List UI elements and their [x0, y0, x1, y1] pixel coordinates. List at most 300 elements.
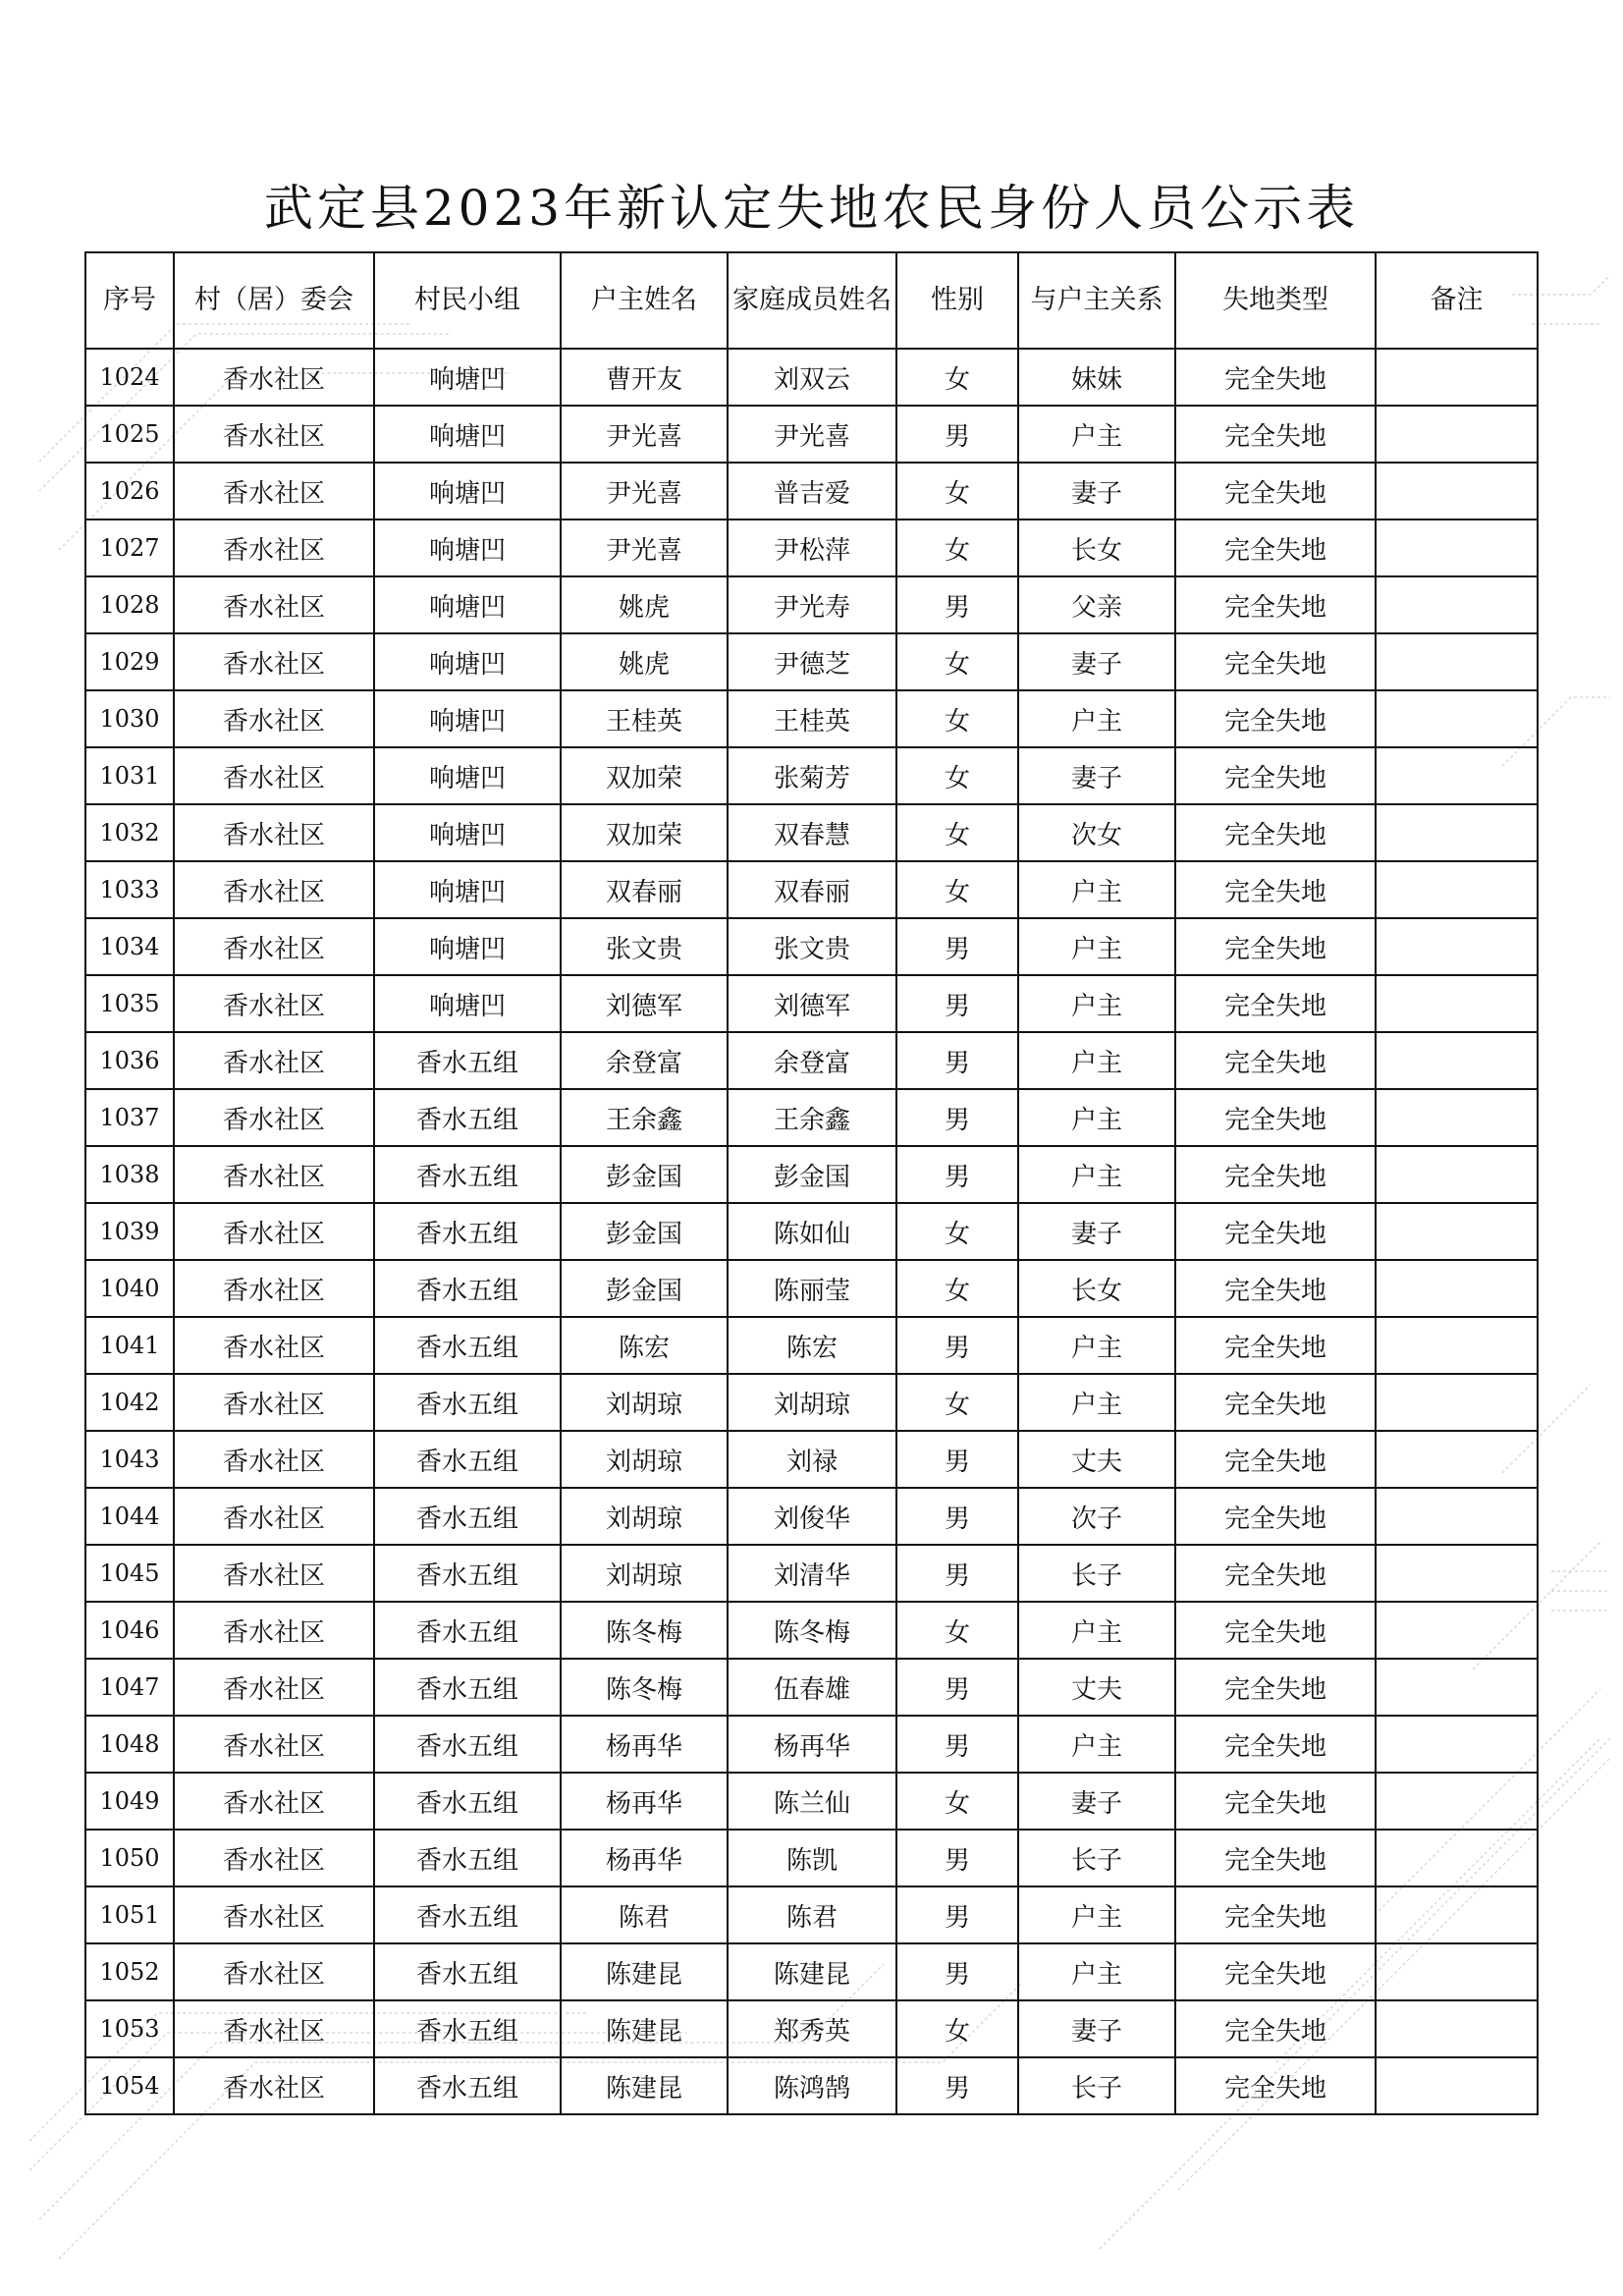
cell-head: 陈冬梅	[561, 1602, 728, 1659]
header-group: 村民小组	[374, 252, 561, 349]
table-row	[85, 975, 1538, 1032]
cell-note	[1376, 1089, 1538, 1146]
cell-committee: 香水社区	[174, 1032, 374, 1089]
cell-committee: 香水社区	[174, 804, 374, 861]
cell-member: 刘禄	[728, 1431, 896, 1488]
cell-group: 香水五组	[374, 2000, 561, 2057]
cell-gender: 女	[896, 804, 1018, 861]
cell-type: 完全失地	[1175, 633, 1376, 690]
header-member: 家庭成员姓名	[728, 252, 896, 349]
cell-note	[1376, 1431, 1538, 1488]
table-row	[85, 1146, 1538, 1203]
cell-relation: 妻子	[1018, 633, 1175, 690]
table-row	[85, 1488, 1538, 1545]
cell-relation: 户主	[1018, 1089, 1175, 1146]
cell-type: 完全失地	[1175, 804, 1376, 861]
cell-gender: 女	[896, 463, 1018, 519]
cell-group: 香水五组	[374, 1830, 561, 1886]
table-row	[85, 918, 1538, 975]
cell-head: 姚虎	[561, 633, 728, 690]
cell-gender: 男	[896, 1545, 1018, 1602]
cell-type: 完全失地	[1175, 918, 1376, 975]
cell-committee: 香水社区	[174, 1830, 374, 1886]
cell-group: 响塘凹	[374, 576, 561, 633]
cell-relation: 户主	[1018, 1032, 1175, 1089]
cell-member: 刘德军	[728, 975, 896, 1032]
table-row	[85, 861, 1538, 918]
cell-gender: 男	[896, 1431, 1018, 1488]
cell-seq: 1030	[85, 690, 174, 747]
cell-note	[1376, 519, 1538, 576]
cell-head: 陈宏	[561, 1317, 728, 1374]
cell-gender: 男	[896, 1943, 1018, 2000]
cell-seq: 1033	[85, 861, 174, 918]
cell-type: 完全失地	[1175, 1431, 1376, 1488]
cell-member: 杨再华	[728, 1716, 896, 1773]
cell-seq: 1032	[85, 804, 174, 861]
cell-head: 陈君	[561, 1886, 728, 1943]
table-row	[85, 1431, 1538, 1488]
cell-relation: 长子	[1018, 2057, 1175, 2114]
cell-type: 完全失地	[1175, 1089, 1376, 1146]
cell-gender: 女	[896, 1602, 1018, 1659]
cell-member: 张文贵	[728, 918, 896, 975]
table-row	[85, 463, 1538, 519]
cell-member: 尹光喜	[728, 406, 896, 463]
cell-head: 尹光喜	[561, 519, 728, 576]
cell-seq: 1041	[85, 1317, 174, 1374]
cell-seq: 1037	[85, 1089, 174, 1146]
cell-head: 杨再华	[561, 1716, 728, 1773]
cell-group: 香水五组	[374, 2057, 561, 2114]
cell-seq: 1045	[85, 1545, 174, 1602]
cell-seq: 1024	[85, 349, 174, 406]
cell-committee: 香水社区	[174, 861, 374, 918]
cell-seq: 1040	[85, 1260, 174, 1317]
cell-committee: 香水社区	[174, 463, 374, 519]
header-seq: 序号	[85, 252, 174, 349]
cell-gender: 女	[896, 1203, 1018, 1260]
cell-note	[1376, 1317, 1538, 1374]
cell-type: 完全失地	[1175, 861, 1376, 918]
roster-table	[84, 251, 1539, 2115]
header-relation: 与户主关系	[1018, 252, 1175, 349]
cell-group: 香水五组	[374, 1203, 561, 1260]
table-row	[85, 1032, 1538, 1089]
cell-relation: 户主	[1018, 975, 1175, 1032]
table-row	[85, 1374, 1538, 1431]
cell-group: 香水五组	[374, 1716, 561, 1773]
cell-relation: 妻子	[1018, 2000, 1175, 2057]
cell-head: 王桂英	[561, 690, 728, 747]
cell-group: 香水五组	[374, 1032, 561, 1089]
cell-seq: 1047	[85, 1659, 174, 1716]
cell-note	[1376, 1602, 1538, 1659]
cell-head: 姚虎	[561, 576, 728, 633]
table-row	[85, 1317, 1538, 1374]
cell-note	[1376, 2000, 1538, 2057]
cell-member: 尹松萍	[728, 519, 896, 576]
header-row	[85, 252, 1538, 349]
cell-committee: 香水社区	[174, 2057, 374, 2114]
cell-gender: 男	[896, 1089, 1018, 1146]
cell-group: 香水五组	[374, 1602, 561, 1659]
cell-member: 陈丽莹	[728, 1260, 896, 1317]
cell-note	[1376, 1260, 1538, 1317]
cell-seq: 1046	[85, 1602, 174, 1659]
header-committee: 村（居）委会	[174, 252, 374, 349]
cell-member: 彭金国	[728, 1146, 896, 1203]
cell-group: 响塘凹	[374, 690, 561, 747]
table-row	[85, 747, 1538, 804]
cell-group: 香水五组	[374, 1886, 561, 1943]
cell-group: 响塘凹	[374, 918, 561, 975]
cell-committee: 香水社区	[174, 2000, 374, 2057]
cell-note	[1376, 1773, 1538, 1830]
table-row	[85, 1545, 1538, 1602]
cell-note	[1376, 690, 1538, 747]
table-row	[85, 519, 1538, 576]
cell-member: 陈冬梅	[728, 1602, 896, 1659]
cell-gender: 女	[896, 349, 1018, 406]
cell-head: 彭金国	[561, 1260, 728, 1317]
cell-type: 完全失地	[1175, 1488, 1376, 1545]
cell-type: 完全失地	[1175, 1374, 1376, 1431]
table-row	[85, 2000, 1538, 2057]
cell-group: 香水五组	[374, 1773, 561, 1830]
cell-type: 完全失地	[1175, 1545, 1376, 1602]
table-row	[85, 406, 1538, 463]
cell-relation: 丈夫	[1018, 1431, 1175, 1488]
cell-group: 香水五组	[374, 1659, 561, 1716]
cell-member: 陈兰仙	[728, 1773, 896, 1830]
cell-group: 香水五组	[374, 1089, 561, 1146]
cell-head: 彭金国	[561, 1146, 728, 1203]
cell-committee: 香水社区	[174, 1716, 374, 1773]
cell-committee: 香水社区	[174, 1431, 374, 1488]
cell-group: 响塘凹	[374, 463, 561, 519]
cell-note	[1376, 1943, 1538, 2000]
cell-seq: 1052	[85, 1943, 174, 2000]
cell-note	[1376, 1374, 1538, 1431]
cell-note	[1376, 975, 1538, 1032]
cell-type: 完全失地	[1175, 1773, 1376, 1830]
cell-relation: 次子	[1018, 1488, 1175, 1545]
table-row	[85, 1830, 1538, 1886]
cell-head: 杨再华	[561, 1773, 728, 1830]
cell-type: 完全失地	[1175, 1716, 1376, 1773]
cell-committee: 香水社区	[174, 1659, 374, 1716]
cell-relation: 妻子	[1018, 1773, 1175, 1830]
cell-relation: 户主	[1018, 918, 1175, 975]
cell-group: 香水五组	[374, 1488, 561, 1545]
cell-seq: 1049	[85, 1773, 174, 1830]
cell-group: 香水五组	[374, 1943, 561, 2000]
cell-gender: 男	[896, 1659, 1018, 1716]
cell-type: 完全失地	[1175, 1602, 1376, 1659]
cell-relation: 妹妹	[1018, 349, 1175, 406]
cell-note	[1376, 1659, 1538, 1716]
cell-type: 完全失地	[1175, 519, 1376, 576]
cell-seq: 1044	[85, 1488, 174, 1545]
cell-note	[1376, 1146, 1538, 1203]
cell-type: 完全失地	[1175, 406, 1376, 463]
cell-committee: 香水社区	[174, 1374, 374, 1431]
header-gender: 性别	[896, 252, 1018, 349]
cell-member: 刘俊华	[728, 1488, 896, 1545]
cell-relation: 户主	[1018, 1602, 1175, 1659]
cell-committee: 香水社区	[174, 1260, 374, 1317]
cell-seq: 1051	[85, 1886, 174, 1943]
cell-committee: 香水社区	[174, 1886, 374, 1943]
cell-head: 尹光喜	[561, 463, 728, 519]
cell-type: 完全失地	[1175, 1203, 1376, 1260]
cell-committee: 香水社区	[174, 1773, 374, 1830]
cell-member: 余登富	[728, 1032, 896, 1089]
cell-gender: 女	[896, 1260, 1018, 1317]
cell-relation: 次女	[1018, 804, 1175, 861]
cell-member: 王余鑫	[728, 1089, 896, 1146]
cell-gender: 男	[896, 1317, 1018, 1374]
cell-committee: 香水社区	[174, 633, 374, 690]
cell-member: 双春丽	[728, 861, 896, 918]
table-row	[85, 1886, 1538, 1943]
cell-gender: 男	[896, 1830, 1018, 1886]
table-row	[85, 2057, 1538, 2114]
cell-committee: 香水社区	[174, 406, 374, 463]
cell-committee: 香水社区	[174, 576, 374, 633]
cell-note	[1376, 576, 1538, 633]
cell-note	[1376, 1203, 1538, 1260]
cell-member: 陈凯	[728, 1830, 896, 1886]
cell-group: 响塘凹	[374, 349, 561, 406]
cell-group: 响塘凹	[374, 747, 561, 804]
cell-head: 杨再华	[561, 1830, 728, 1886]
cell-type: 完全失地	[1175, 1260, 1376, 1317]
cell-seq: 1054	[85, 2057, 174, 2114]
cell-gender: 男	[896, 1886, 1018, 1943]
table-row	[85, 690, 1538, 747]
table-row	[85, 1602, 1538, 1659]
table-row	[85, 633, 1538, 690]
cell-member: 尹光寿	[728, 576, 896, 633]
cell-seq: 1025	[85, 406, 174, 463]
cell-gender: 男	[896, 2057, 1018, 2114]
cell-head: 彭金国	[561, 1203, 728, 1260]
cell-type: 完全失地	[1175, 975, 1376, 1032]
cell-group: 响塘凹	[374, 633, 561, 690]
cell-relation: 长子	[1018, 1545, 1175, 1602]
cell-group: 香水五组	[374, 1431, 561, 1488]
cell-group: 香水五组	[374, 1317, 561, 1374]
table-row	[85, 804, 1538, 861]
cell-seq: 1039	[85, 1203, 174, 1260]
cell-gender: 女	[896, 747, 1018, 804]
cell-committee: 香水社区	[174, 1488, 374, 1545]
cell-committee: 香水社区	[174, 349, 374, 406]
cell-type: 完全失地	[1175, 1146, 1376, 1203]
cell-committee: 香水社区	[174, 690, 374, 747]
cell-head: 刘胡琼	[561, 1488, 728, 1545]
header-note: 备注	[1376, 252, 1538, 349]
cell-relation: 妻子	[1018, 747, 1175, 804]
cell-member: 郑秀英	[728, 2000, 896, 2057]
cell-relation: 户主	[1018, 1146, 1175, 1203]
cell-committee: 香水社区	[174, 975, 374, 1032]
cell-relation: 妻子	[1018, 463, 1175, 519]
cell-gender: 男	[896, 406, 1018, 463]
cell-note	[1376, 1032, 1538, 1089]
cell-gender: 女	[896, 519, 1018, 576]
cell-committee: 香水社区	[174, 747, 374, 804]
cell-committee: 香水社区	[174, 1545, 374, 1602]
cell-member: 陈君	[728, 1886, 896, 1943]
cell-member: 王桂英	[728, 690, 896, 747]
cell-type: 完全失地	[1175, 1943, 1376, 2000]
cell-member: 尹德芝	[728, 633, 896, 690]
cell-member: 陈宏	[728, 1317, 896, 1374]
cell-relation: 长女	[1018, 519, 1175, 576]
cell-head: 余登富	[561, 1032, 728, 1089]
cell-head: 刘胡琼	[561, 1545, 728, 1602]
cell-committee: 香水社区	[174, 519, 374, 576]
cell-relation: 户主	[1018, 1943, 1175, 2000]
cell-type: 完全失地	[1175, 2000, 1376, 2057]
cell-note	[1376, 1716, 1538, 1773]
cell-seq: 1036	[85, 1032, 174, 1089]
cell-relation: 户主	[1018, 1317, 1175, 1374]
cell-committee: 香水社区	[174, 1317, 374, 1374]
cell-group: 响塘凹	[374, 519, 561, 576]
cell-note	[1376, 1886, 1538, 1943]
cell-head: 刘胡琼	[561, 1374, 728, 1431]
cell-head: 陈建昆	[561, 2057, 728, 2114]
header-type: 失地类型	[1175, 252, 1376, 349]
cell-type: 完全失地	[1175, 1032, 1376, 1089]
cell-seq: 1042	[85, 1374, 174, 1431]
cell-seq: 1031	[85, 747, 174, 804]
cell-relation: 户主	[1018, 690, 1175, 747]
cell-seq: 1034	[85, 918, 174, 975]
cell-member: 陈如仙	[728, 1203, 896, 1260]
cell-member: 陈鸿鹄	[728, 2057, 896, 2114]
cell-relation: 妻子	[1018, 1203, 1175, 1260]
table-row	[85, 1260, 1538, 1317]
cell-member: 普吉爱	[728, 463, 896, 519]
cell-seq: 1027	[85, 519, 174, 576]
cell-group: 香水五组	[374, 1146, 561, 1203]
cell-relation: 户主	[1018, 1886, 1175, 1943]
cell-head: 陈冬梅	[561, 1659, 728, 1716]
cell-seq: 1029	[85, 633, 174, 690]
cell-head: 刘胡琼	[561, 1431, 728, 1488]
cell-gender: 男	[896, 975, 1018, 1032]
cell-type: 完全失地	[1175, 2057, 1376, 2114]
cell-seq: 1038	[85, 1146, 174, 1203]
cell-group: 香水五组	[374, 1545, 561, 1602]
cell-group: 响塘凹	[374, 975, 561, 1032]
cell-committee: 香水社区	[174, 918, 374, 975]
cell-group: 响塘凹	[374, 861, 561, 918]
cell-relation: 父亲	[1018, 576, 1175, 633]
cell-seq: 1026	[85, 463, 174, 519]
cell-note	[1376, 1488, 1538, 1545]
cell-gender: 女	[896, 690, 1018, 747]
cell-note	[1376, 463, 1538, 519]
cell-head: 双加荣	[561, 804, 728, 861]
cell-type: 完全失地	[1175, 463, 1376, 519]
cell-note	[1376, 1545, 1538, 1602]
cell-note	[1376, 633, 1538, 690]
cell-head: 陈建昆	[561, 1943, 728, 2000]
cell-gender: 男	[896, 918, 1018, 975]
cell-member: 双春慧	[728, 804, 896, 861]
cell-gender: 女	[896, 1374, 1018, 1431]
cell-relation: 户主	[1018, 861, 1175, 918]
cell-seq: 1053	[85, 2000, 174, 2057]
cell-seq: 1043	[85, 1431, 174, 1488]
cell-member: 伍春雄	[728, 1659, 896, 1716]
cell-type: 完全失地	[1175, 349, 1376, 406]
table-row	[85, 349, 1538, 406]
cell-relation: 户主	[1018, 1716, 1175, 1773]
cell-note	[1376, 861, 1538, 918]
cell-type: 完全失地	[1175, 576, 1376, 633]
cell-group: 香水五组	[374, 1374, 561, 1431]
table-row	[85, 576, 1538, 633]
cell-type: 完全失地	[1175, 1659, 1376, 1716]
table-row	[85, 1943, 1538, 2000]
cell-gender: 女	[896, 861, 1018, 918]
cell-head: 刘德军	[561, 975, 728, 1032]
cell-head: 张文贵	[561, 918, 728, 975]
table-row	[85, 1716, 1538, 1773]
cell-seq: 1028	[85, 576, 174, 633]
cell-committee: 香水社区	[174, 1943, 374, 2000]
cell-type: 完全失地	[1175, 1886, 1376, 1943]
table-row	[85, 1659, 1538, 1716]
cell-type: 完全失地	[1175, 1830, 1376, 1886]
cell-group: 响塘凹	[374, 804, 561, 861]
cell-note	[1376, 804, 1538, 861]
cell-member: 刘双云	[728, 349, 896, 406]
cell-member: 刘胡琼	[728, 1374, 896, 1431]
cell-relation: 长女	[1018, 1260, 1175, 1317]
cell-gender: 女	[896, 633, 1018, 690]
cell-note	[1376, 2057, 1538, 2114]
cell-group: 响塘凹	[374, 406, 561, 463]
cell-head: 双加荣	[561, 747, 728, 804]
table-row	[85, 1089, 1538, 1146]
cell-gender: 男	[896, 1716, 1018, 1773]
table-row	[85, 1203, 1538, 1260]
cell-type: 完全失地	[1175, 690, 1376, 747]
cell-note	[1376, 406, 1538, 463]
cell-head: 王余鑫	[561, 1089, 728, 1146]
cell-head: 陈建昆	[561, 2000, 728, 2057]
cell-note	[1376, 747, 1538, 804]
cell-note	[1376, 1830, 1538, 1886]
cell-committee: 香水社区	[174, 1602, 374, 1659]
cell-gender: 男	[896, 1032, 1018, 1089]
cell-committee: 香水社区	[174, 1146, 374, 1203]
table-row	[85, 1773, 1538, 1830]
cell-head: 曹开友	[561, 349, 728, 406]
cell-seq: 1048	[85, 1716, 174, 1773]
cell-head: 尹光喜	[561, 406, 728, 463]
cell-gender: 男	[896, 576, 1018, 633]
cell-gender: 男	[896, 1146, 1018, 1203]
